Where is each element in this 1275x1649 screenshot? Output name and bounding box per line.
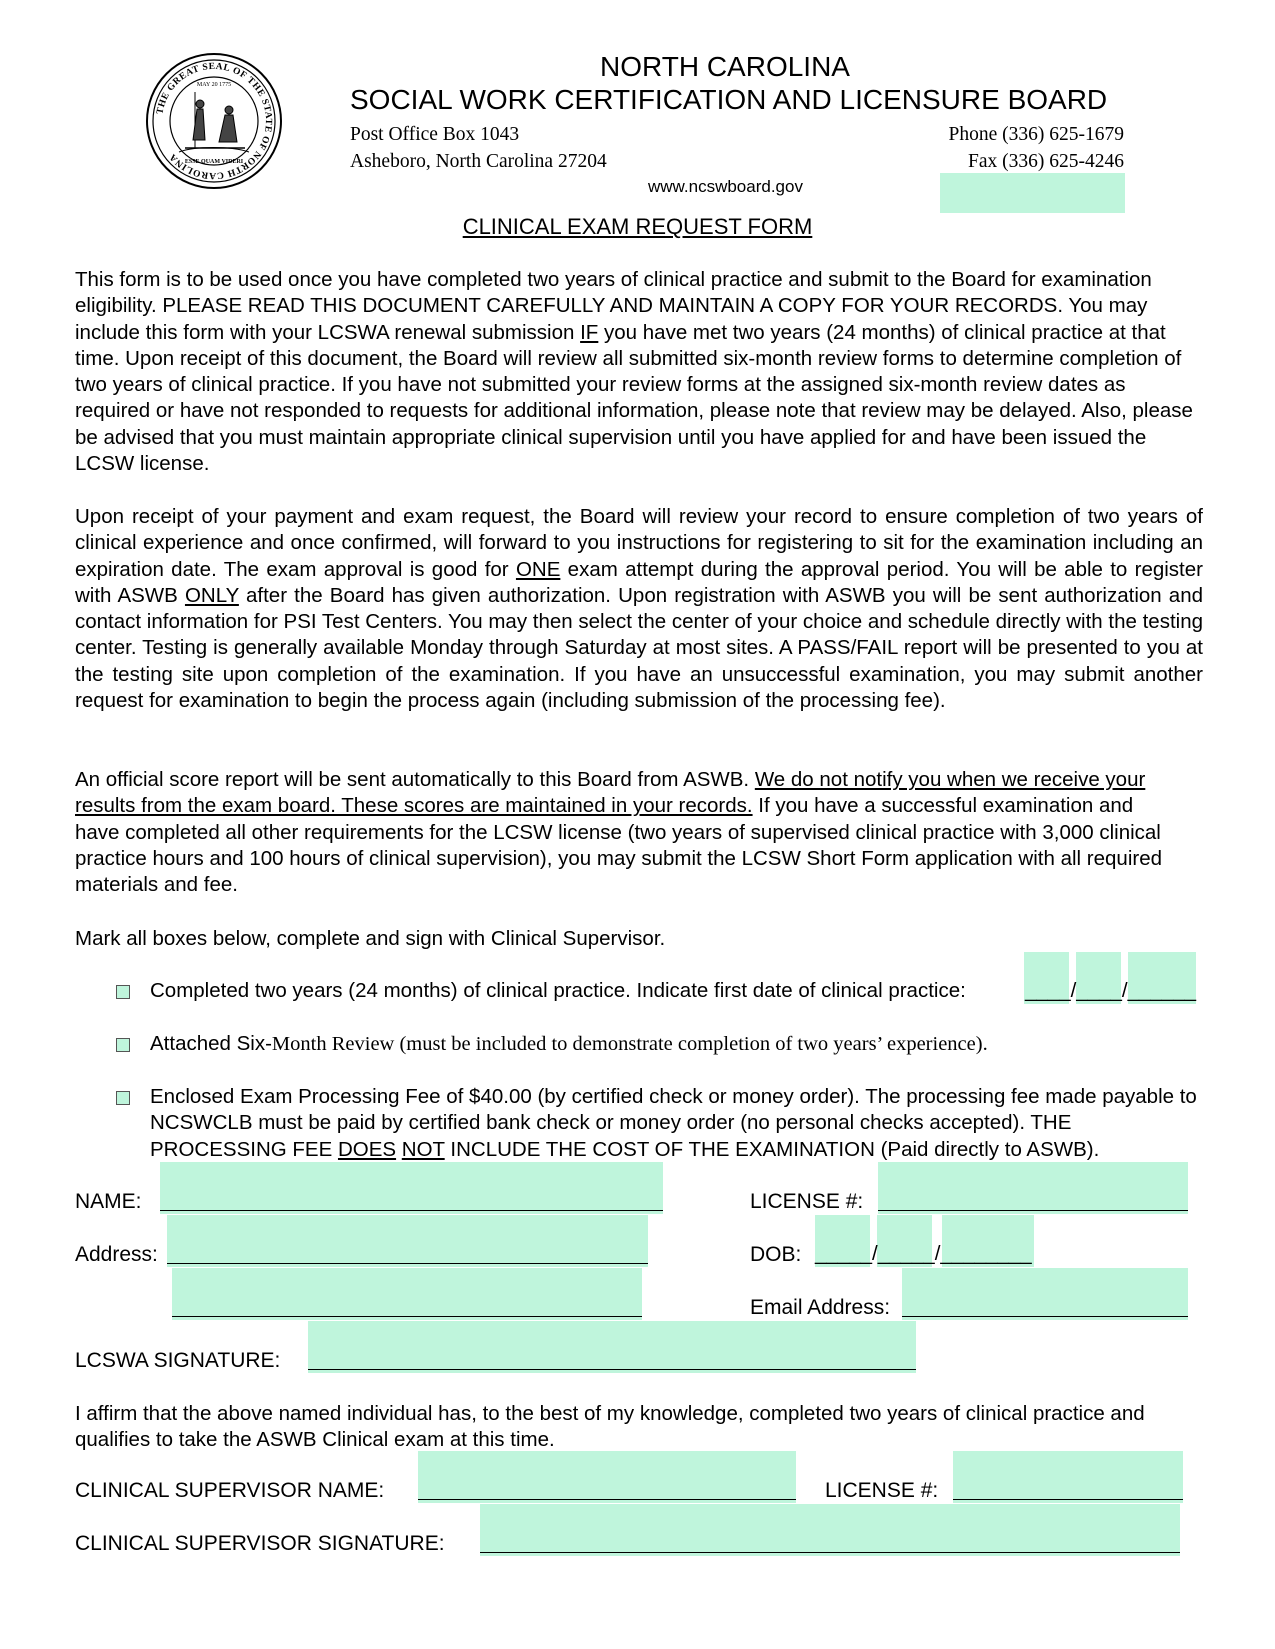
header-website: www.ncswboard.gov	[648, 177, 803, 196]
intro-paragraph: This form is to be used once you have completed two years of clinical practice and submit to the Board for examination eligibility. PLEASE READ THIS DOCUMENT CAREFULLY AND MAINTAIN A COPY FOR YOUR RECORDS. You may include this form with your LCSWA renewal submission IF you have met two years (24 months) of clinical practice at that time. Upon receipt of this document, the Board will review all submitted six-month review forms to determine completion of two years of clinical practice. If you have not submitted your review forms at the assigned six-month review dates as required or have not responded to requests for additional information, please note that review may be delayed. Also, please be advised that you must maintain appropriate clinical supervision until you have applied for and have been issued the LCSW license.	[75, 268, 1193, 476]
address-line1-underline	[167, 1263, 648, 1264]
address-line1-field[interactable]	[167, 1215, 648, 1267]
address-label: Address:	[75, 1243, 158, 1266]
supervisor-signature-underline	[480, 1552, 1180, 1553]
supervisor-name-label: CLINICAL SUPERVISOR NAME:	[75, 1479, 385, 1502]
supervisor-license-underline	[953, 1499, 1183, 1500]
lcswa-signature-underline	[308, 1369, 916, 1370]
score-report-paragraph: An official score report will be sent automatically to this Board from ASWB. We do not notify you when we receive your results from the exam board. These scores are maintained in your records. If you have a successful examination and have completed all other requirements for the LCSW license (two years of supervised clinical practice with 3,000 clinical practice hours and 100 hours of clinical supervision), you may submit the LCSW Short Form application with all required materials and fee.	[75, 768, 1163, 897]
instruction-text: Mark all boxes below, complete and sign with Clinical Supervisor.	[75, 927, 666, 950]
supervisor-name-field[interactable]	[418, 1451, 796, 1503]
license-label: LICENSE #:	[750, 1190, 864, 1213]
seal-outer-text: THE GREAT SEAL OF THE STATE OF NORTH CAROLINA	[155, 61, 274, 181]
form-title: CLINICAL EXAM REQUEST FORM	[462, 214, 813, 239]
checklist-item-six-month-review: Attached Six-Month Review (must be included to demonstrate completion of two years’ experience).	[150, 1032, 988, 1055]
first-practice-date-blank: ____/____/______	[1025, 979, 1197, 1002]
state-seal	[145, 52, 283, 190]
dob-label: DOB:	[750, 1243, 802, 1266]
header-fax: Fax (336) 625-4246	[968, 151, 1124, 172]
supervisor-name-underline	[418, 1499, 796, 1500]
seal-date: MAY 20 1775	[196, 82, 232, 88]
header-address-1: Post Office Box 1043	[350, 124, 520, 145]
dob-blank: _____/_____/________	[815, 1242, 1032, 1265]
supervisor-signature-label: CLINICAL SUPERVISOR SIGNATURE:	[75, 1532, 445, 1555]
header-state: NORTH CAROLINA	[600, 51, 850, 82]
supervisor-license-field[interactable]	[953, 1451, 1183, 1503]
supervisor-signature-field[interactable]	[480, 1504, 1180, 1556]
checkbox-two-years[interactable]	[116, 985, 130, 999]
email-field[interactable]	[902, 1268, 1188, 1320]
address-line2-field[interactable]	[172, 1268, 642, 1320]
name-label: NAME:	[75, 1190, 142, 1213]
checklist-item-two-years: Completed two years (24 months) of clinical practice. Indicate first date of clinical practice:	[150, 979, 966, 1002]
lcswa-signature-label: LCSWA SIGNATURE:	[75, 1349, 281, 1372]
supervisor-license-label: LICENSE #:	[825, 1479, 939, 1502]
name-underline	[160, 1210, 663, 1211]
office-use-field[interactable]	[940, 173, 1125, 213]
header-phone: Phone (336) 625-1679	[948, 124, 1124, 145]
seal-motto: ESSE QUAM VIDERI	[184, 159, 244, 165]
affirmation-text: I affirm that the above named individual has, to the best of my knowledge, completed two years of clinical practice and qualifies to take the ASWB Clinical exam at this time.	[75, 1402, 1145, 1452]
name-field[interactable]	[160, 1162, 663, 1214]
checkbox-six-month-review[interactable]	[116, 1038, 130, 1052]
email-underline	[902, 1316, 1188, 1317]
license-underline	[878, 1210, 1188, 1211]
address-line2-underline	[172, 1316, 642, 1317]
license-field[interactable]	[878, 1162, 1188, 1214]
seal-icon	[145, 52, 283, 190]
checkbox-processing-fee[interactable]	[116, 1091, 130, 1105]
lcswa-signature-field[interactable]	[308, 1321, 916, 1373]
email-label: Email Address:	[750, 1296, 891, 1319]
header-board: SOCIAL WORK CERTIFICATION AND LICENSURE BOARD	[350, 84, 1108, 115]
exam-process-paragraph: Upon receipt of your payment and exam request, the Board will review your record to ensure completion of two years of clinical experience and once confirmed, will forward to you instructions for registering to sit for the examination including an expiration date. The exam approval is good for ONE exam attempt during the approval period. You will be able to register with ASWB ONLY after the Board has given authorization. Upon registration with ASWB you will be sent authorization and contact information for PSI Test Centers. You may then select the center of your choice and schedule directly with the testing center. Testing is generally available Monday through Saturday at most sites. A PASS/FAIL report will be presented to you at the testing site upon completion of the examination. If you have an unsuccessful examination, you may submit another request for examination to begin the process again (including submission of the processing fee).	[75, 505, 1203, 713]
header-address-2: Asheboro, North Carolina 27204	[350, 151, 607, 172]
checklist-item-processing-fee: Enclosed Exam Processing Fee of $40.00 (by certified check or money order). The processing fee made payable to NCSWCLB must be paid by certified bank check or money order (no personal checks accepted). THE PROCESSING FEE DOES NOT INCLUDE THE COST OF THE EXAMINATION (Paid directly to ASWB).	[150, 1085, 1197, 1161]
